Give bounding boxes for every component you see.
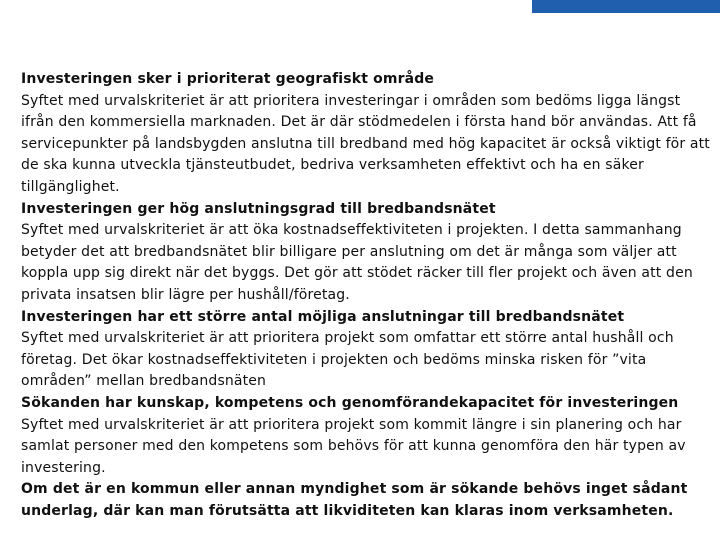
document-body [21, 69, 711, 522]
closing-note: Om det är en kommun eller annan myndighet som är sökande behövs inget sådant underlag, där kan man förutsätta att likviditeten kan klaras inom verksamheten. [21, 481, 688, 519]
section-body-applicant-competence: Syftet med urvalskriteriet är att prioritera projekt som kommit längre i sin planering och har samlat personer med den kompetens som behövs för att kunna genomföra den här typen av investering. [21, 416, 686, 476]
header-accent-bar [532, 0, 720, 13]
section-heading-connection-rate: Investeringen ger hög anslutningsgrad till bredbandsnätet [21, 200, 496, 217]
section-heading-geographic-area: Investeringen sker i prioriterat geografiskt område [21, 71, 435, 87]
section-body-connection-count: Syftet med urvalskriteriet är att prioritera projekt som omfattar ett större antal hushåll och företag. Det ökar kostnadseffektiviteten i projekten och bedöms minska risken för ”vita områden” mellan bredbandsnäten [21, 330, 674, 390]
section-heading-applicant-competence: Sökanden har kunskap, kompetens och genomförandekapacitet för investeringen [21, 394, 679, 411]
section-body-geographic-area: Syftet med urvalskriteriet är att prioritera investeringar i områden som bedöms ligga längst ifrån den kommersiella marknaden. Det är där stödmedelen i första hand bör användas. Att få servicepunkter på landsbygden anslutna till bredband med hög kapacitet är också viktigt för att de ska kunna utveckla tjänsteutbudet, bedriva verksamheten effektivt och ha en säker tillgänglighet. [21, 92, 710, 195]
section-body-connection-rate: Syftet med urvalskriteriet är att öka kostnadseffektiviteten i projekten. I detta sammanhang betyder det att bredbandsnätet blir billigare per anslutning om det är många som väljer att koppla upp sig direkt när det byggs. Det gör att stödet räcker till fler projekt och även att den privata insatsen blir lägre per hushåll/företag. [21, 222, 693, 303]
section-heading-connection-count: Investeringen har ett större antal möjliga anslutningar till bredbandsnätet [21, 308, 625, 325]
